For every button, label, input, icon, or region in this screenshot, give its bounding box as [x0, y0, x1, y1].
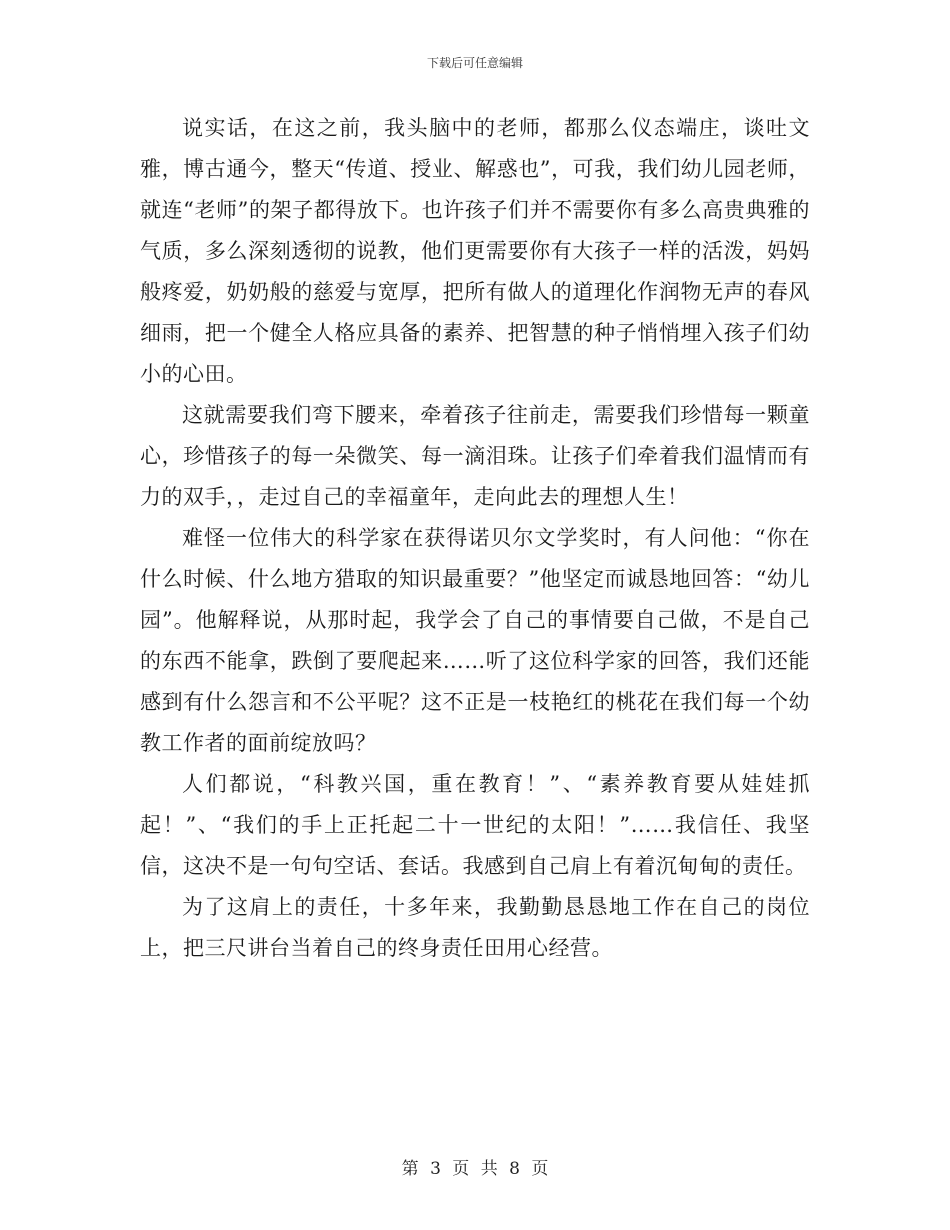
paragraph-1: 说实话，在这之前，我头脑中的老师，都那么仪态端庄，谈吐文雅，博古通今，整天“传道、授业、解惑也”，可我，我们幼儿园老师，就连“老师”的架子都得放下。也许孩子们并不需要你有多么高贵典雅的气质，多么深刻透彻的说教，他们更需要你有大孩子一样的活泼，妈妈般疼爱，奶奶般的慈爱与宽厚，把所有做人的道理化作润物无声的春风细雨，把一个健全人格应具备的素养、把智慧的种子悄悄埋入孩子们幼小的心田。 — [140, 116, 810, 386]
document-body — [140, 108, 810, 969]
header-note: 下载后可任意编辑 — [426, 56, 523, 70]
paragraph-5: 为了这肩上的责任，十多年来，我勤勤恳恳地工作在自己的岗位上，把三尺讲台当着自己的终身责任田用心经营。 — [140, 895, 810, 960]
page-number-footer: 第 3 页 共 8 页 — [401, 1159, 549, 1179]
paragraph-4: 人们都说，“科教兴国，重在教育！”、“素养教育要从娃娃抓起！”、“我们的手上正托起二十一世纪的太阳！”……我信任、我坚信，这决不是一句句空话、套话。我感到自己肩上有着沉甸甸的责任。 — [140, 772, 810, 878]
paragraph-3: 难怪一位伟大的科学家在获得诺贝尔文学奖时，有人问他：“你在什么时候、什么地方猎取的知识最重要？”他坚定而诚恳地回答：“幼儿园”。他解释说，从那时起，我学会了自己的事情要自己做，不是自己的东西不能拿，跌倒了要爬起来……听了这位科学家的回答，我们还能感到有什么怨言和不公平呢？这不正是一枝艳红的桃花在我们每一个幼教工作者的面前绽放吗？ — [140, 526, 810, 755]
paragraph-2: 这就需要我们弯下腰来，牵着孩子往前走，需要我们珍惜每一颗童心，珍惜孩子的每一朵微笑、每一滴泪珠。让孩子们牵着我们温情而有力的双手，，走过自己的幸福童年，走向此去的理想人生！ — [140, 403, 810, 509]
